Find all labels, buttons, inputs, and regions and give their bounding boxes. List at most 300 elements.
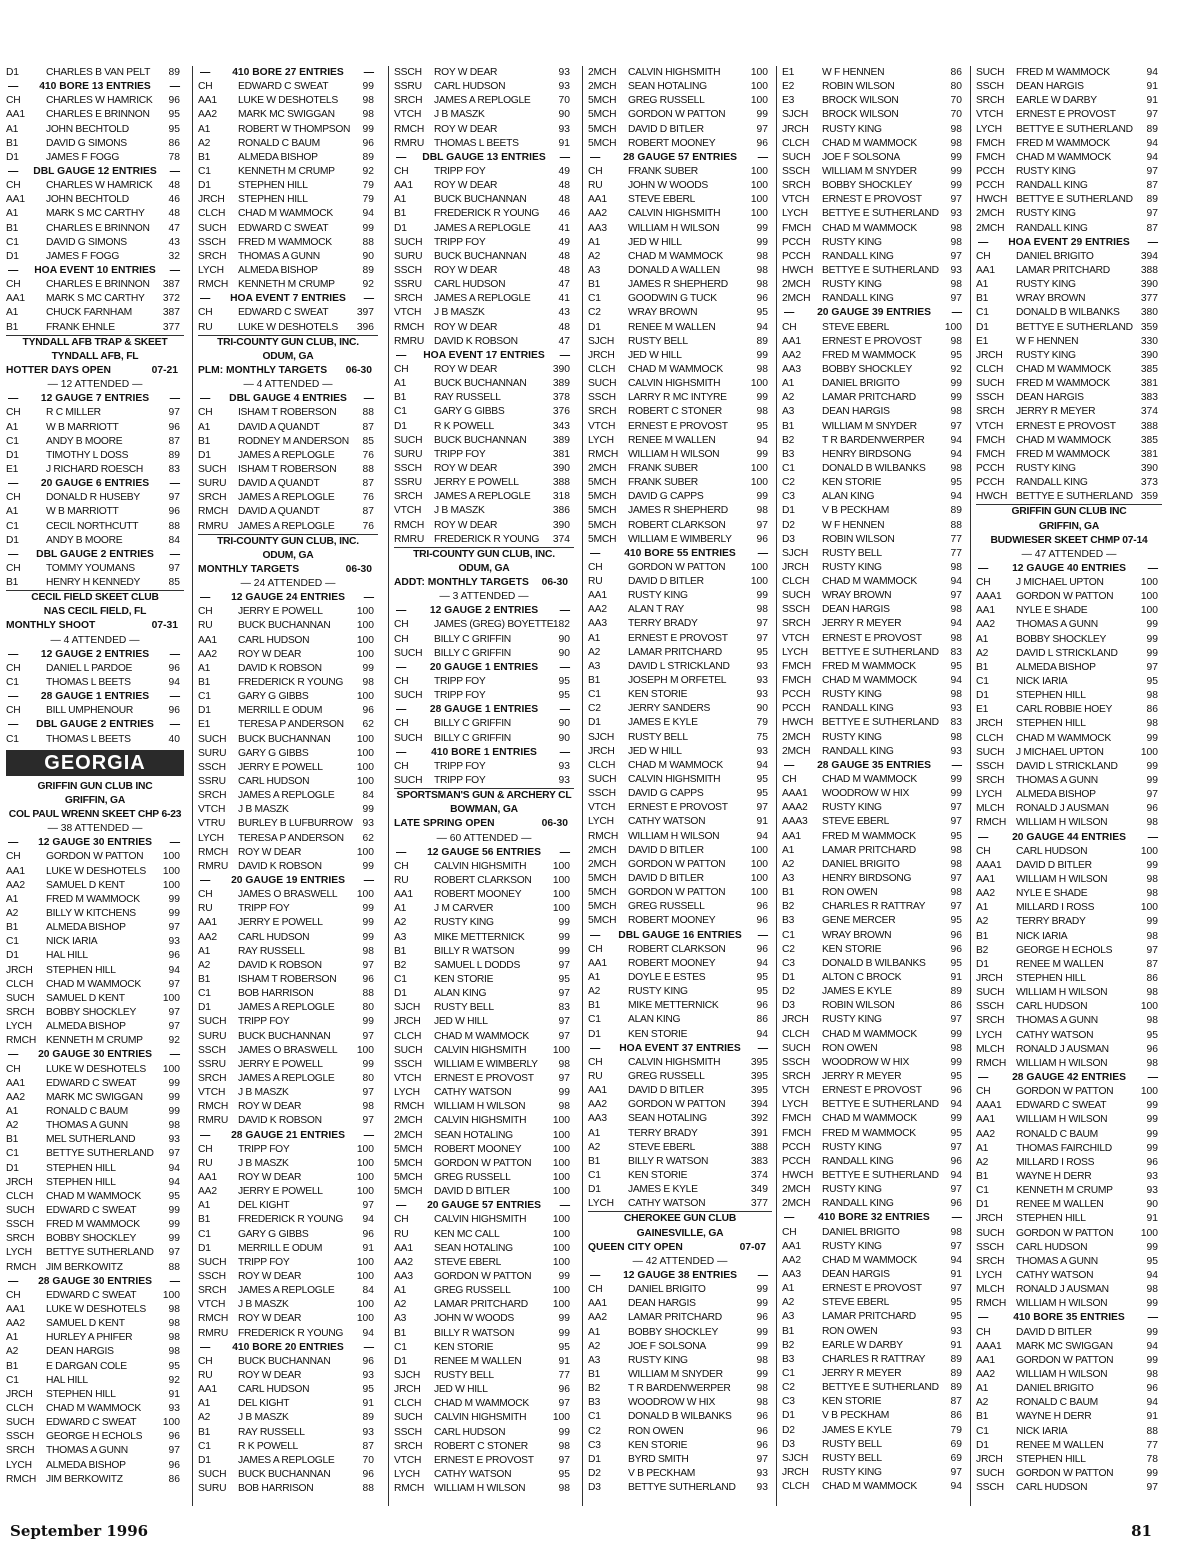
shooter-name: WAYNE H DERR — [1016, 1411, 1092, 1423]
event-section-header — [394, 746, 574, 760]
result-row — [198, 179, 378, 193]
result-row — [588, 1311, 772, 1325]
shooter-name: DAVID D BITLER — [628, 576, 704, 588]
score: 46 — [168, 194, 180, 206]
shooter-name: ERNEST E PROVOST — [628, 632, 728, 644]
score: 100 — [1140, 746, 1158, 758]
score: 95 — [950, 915, 962, 927]
class-code: AAA2 — [782, 802, 808, 814]
shooter-name: WILLIAM H WILSON — [1016, 1057, 1108, 1069]
result-row — [588, 292, 772, 306]
score: 100 — [1140, 1086, 1158, 1098]
class-code: CH — [588, 1284, 603, 1296]
score: 80 — [362, 1072, 374, 1084]
shooter-name: CHARLES E BRINNON — [46, 109, 150, 121]
shooter-name: CALVIN HIGHSMITH — [628, 67, 721, 78]
class-code: SRCH — [198, 1072, 227, 1084]
score: 93 — [168, 1134, 180, 1146]
result-row — [6, 676, 184, 690]
result-row — [782, 1127, 966, 1141]
result-row — [6, 94, 184, 108]
shooter-name: V B PECKHAM — [822, 505, 890, 517]
shooter-name: ALAN KING — [822, 491, 875, 503]
result-row — [6, 1034, 184, 1048]
rule-dash: — — [559, 704, 570, 716]
shooter-name: JAMES A REPLOGLE — [238, 1454, 335, 1466]
rule-dash: — — [757, 547, 768, 559]
class-code: B1 — [198, 1426, 211, 1438]
score: 97 — [1146, 1482, 1158, 1494]
score: 100 — [356, 747, 374, 759]
score: 95 — [950, 1297, 962, 1309]
class-code: B2 — [394, 959, 407, 971]
class-code: JRCH — [782, 1466, 809, 1478]
result-row — [782, 660, 966, 674]
class-code: SRCH — [782, 618, 811, 630]
shooter-name: MARK MC SWIGGAN — [46, 1091, 143, 1103]
result-row — [6, 576, 184, 591]
score: 100 — [552, 860, 570, 872]
score: 94 — [950, 434, 962, 446]
event-title: 12 GAUGE 56 ENTRIES — [427, 846, 541, 858]
score: 98 — [362, 95, 374, 107]
class-code: D1 — [6, 950, 19, 962]
shooter-name: GORDON W PATTON — [628, 109, 726, 121]
shooter-name: WILLIAM M SNYDER — [822, 165, 917, 177]
class-code: AA1 — [976, 874, 995, 886]
class-code: AA2 — [588, 208, 607, 220]
score: 95 — [950, 830, 962, 842]
score: 86 — [168, 1473, 180, 1485]
shooter-name: BILLY C GRIFFIN — [434, 647, 511, 659]
score: 98 — [950, 844, 962, 856]
class-code: A3 — [394, 1313, 407, 1325]
shooter-name: KENNETH M CRUMP — [46, 1035, 143, 1047]
shooter-name: THOMAS A GUNN — [46, 1445, 128, 1457]
shooter-name: RENEE M WALLEN — [1016, 958, 1104, 970]
result-row — [976, 306, 1162, 320]
class-code: D1 — [198, 705, 211, 717]
shooter-name: JAMES A REPLOGLE — [238, 790, 335, 802]
event-title: 12 GAUGE 40 ENTRIES — [1012, 562, 1126, 574]
class-code: SUCH — [198, 1256, 227, 1268]
result-row — [394, 1440, 574, 1454]
event-title: 28 GAUGE 35 ENTRIES — [817, 759, 931, 771]
shooter-name: CALVIN HIGHSMITH — [628, 208, 721, 220]
class-code: A1 — [976, 1383, 989, 1395]
shooter-name: J B MASZK — [238, 1087, 289, 1099]
class-code: A2 — [976, 916, 989, 928]
score: 377 — [1140, 293, 1158, 305]
score: 99 — [950, 1028, 962, 1040]
result-row — [198, 236, 378, 250]
score: 380 — [1140, 307, 1158, 319]
attendance-count: — 4 ATTENDED — — [243, 379, 333, 391]
shooter-name: CHAD M WAMMOCK — [1016, 732, 1111, 744]
shooter-name: JIM BERKOWITZ — [46, 1473, 123, 1485]
score: 98 — [168, 1120, 180, 1132]
score: 97 — [362, 1087, 374, 1099]
rule-dash: — — [784, 1212, 795, 1224]
result-row — [976, 661, 1162, 675]
result-row — [6, 850, 184, 864]
shooter-name: JOHN W WOODS — [628, 180, 708, 192]
result-row — [588, 1155, 772, 1169]
score: 89 — [362, 264, 374, 276]
result-row — [976, 633, 1162, 647]
shooter-name: TRIPP FOY — [434, 690, 486, 702]
result-row — [782, 971, 966, 985]
class-code: A2 — [976, 647, 989, 659]
class-code: PCCH — [782, 1155, 811, 1167]
result-row — [6, 1473, 184, 1487]
score: 95 — [1146, 1029, 1158, 1041]
score: 97 — [756, 1453, 768, 1465]
result-row — [782, 504, 966, 518]
score: 378 — [552, 392, 570, 404]
class-code: CH — [394, 1214, 409, 1226]
result-row — [198, 1454, 378, 1468]
class-code: SRCH — [782, 1070, 811, 1082]
result-row — [6, 907, 184, 921]
shooter-name: ALAN KING — [628, 1014, 681, 1026]
class-code: JRCH — [976, 1213, 1003, 1225]
score: 99 — [1146, 1114, 1158, 1126]
shooter-name: RONALD J AUSMAN — [1016, 1284, 1109, 1296]
class-code: PCCH — [976, 165, 1005, 177]
club-heading: BOWMAN, GA — [450, 804, 518, 816]
result-row — [588, 377, 772, 391]
shooter-name: LUKE W DESHOTELS — [238, 321, 338, 333]
class-code: SRCH — [588, 406, 617, 418]
score: 94 — [756, 1028, 768, 1040]
score: 97 — [756, 802, 768, 814]
class-code: 5MCH — [394, 1186, 423, 1198]
class-code: A1 — [6, 123, 19, 135]
class-code: A3 — [782, 406, 795, 418]
shooter-name: LUKE W DESHOTELS — [46, 1303, 146, 1315]
shooter-name: ALMEDA BISHOP — [46, 1021, 126, 1033]
shoot-title — [6, 364, 184, 378]
result-row — [588, 1127, 772, 1141]
shooter-name: TERRY BRADY — [1016, 916, 1086, 928]
result-row — [6, 66, 184, 80]
class-code: CH — [198, 307, 213, 319]
class-code: D2 — [782, 1424, 795, 1436]
class-code: SSRU — [394, 279, 422, 291]
result-row — [198, 435, 378, 449]
score: 100 — [356, 1256, 374, 1268]
shooter-name: JAMES A REPLOGLE — [434, 293, 531, 305]
shooter-name: KENNETH M CRUMP — [238, 279, 335, 291]
result-row — [198, 733, 378, 747]
results-column-4 — [588, 66, 772, 1506]
result-row — [198, 902, 378, 916]
result-row — [6, 1444, 184, 1458]
shooter-name: BILLY R WATSON — [628, 1155, 709, 1167]
attendance-count: — 42 ATTENDED — — [632, 1255, 728, 1267]
rule-dash: — — [951, 759, 962, 771]
score: 100 — [1140, 845, 1158, 857]
result-row — [394, 420, 574, 434]
shooter-name: GORDON W PATTON — [628, 887, 726, 899]
class-code: D3 — [782, 1438, 795, 1450]
shooter-name: ROBERT MOONEY — [434, 1143, 522, 1155]
class-code: A2 — [976, 1156, 989, 1168]
score: 96 — [1146, 1156, 1158, 1168]
score: 100 — [1140, 902, 1158, 914]
class-code: AA1 — [6, 194, 25, 206]
score: 95 — [950, 1127, 962, 1139]
score: 89 — [168, 449, 180, 461]
result-row — [6, 1077, 184, 1091]
score: 98 — [1146, 1368, 1158, 1380]
event-title: 410 BORE 1 ENTRIES — [431, 746, 537, 758]
result-row — [588, 1481, 772, 1495]
result-row — [588, 886, 772, 900]
class-code: C1 — [976, 1425, 989, 1437]
class-code: C1 — [198, 1228, 211, 1240]
result-row — [588, 1410, 772, 1424]
score: 70 — [558, 95, 570, 107]
result-row — [782, 420, 966, 434]
result-row — [6, 1232, 184, 1246]
result-row — [782, 1325, 966, 1339]
result-row — [976, 1170, 1162, 1184]
class-code: B1 — [588, 1000, 601, 1012]
class-code: B2 — [588, 1383, 601, 1395]
result-row — [198, 817, 378, 831]
class-code: B1 — [782, 1325, 795, 1337]
score: 96 — [362, 705, 374, 717]
class-code: B1 — [394, 1327, 407, 1339]
score: 97 — [950, 1240, 962, 1252]
rule-dash: — — [169, 719, 180, 731]
event-title: 28 GAUGE 30 ENTRIES — [38, 1275, 152, 1287]
score: 48 — [558, 194, 570, 206]
score: 79 — [950, 1424, 962, 1436]
score: 99 — [558, 1327, 570, 1339]
rule-dash: — — [590, 1042, 601, 1054]
result-row — [394, 335, 574, 349]
result-row — [782, 292, 966, 306]
shooter-name: CHARLES R RATTRAY — [822, 901, 926, 913]
result-row — [394, 760, 574, 774]
result-row — [782, 108, 966, 122]
score: 96 — [362, 974, 374, 985]
class-code: FMCH — [976, 448, 1005, 460]
event-section-header — [394, 604, 574, 618]
score: 99 — [1146, 775, 1158, 787]
shooter-name: STEPHEN HILL — [1016, 1453, 1086, 1465]
shooter-name: JERRY R MEYER — [822, 618, 902, 630]
result-row — [6, 562, 184, 576]
class-code: B1 — [782, 887, 795, 899]
shooter-name: CALVIN HIGHSMITH — [628, 774, 721, 786]
shooter-name: ERNEST E PROVOST — [434, 1454, 534, 1466]
class-code: VTCH — [198, 1299, 226, 1311]
result-row — [394, 1482, 574, 1496]
class-code: CH — [198, 1143, 213, 1155]
result-row — [198, 789, 378, 803]
shooter-name: J B MASZK — [238, 1157, 289, 1169]
score: 394 — [1140, 250, 1158, 262]
class-code: SUCH — [198, 463, 227, 475]
score: 94 — [1146, 1269, 1158, 1281]
result-row — [782, 250, 966, 264]
event-section-header — [6, 548, 184, 562]
result-row — [588, 448, 772, 462]
result-row — [976, 760, 1162, 774]
score: 98 — [756, 279, 768, 291]
result-row — [198, 1086, 378, 1100]
result-row — [6, 1006, 184, 1020]
result-row — [588, 815, 772, 829]
score: 88 — [168, 1261, 180, 1273]
shooter-name: MARK S MC CARTHY — [46, 208, 145, 220]
result-row — [6, 108, 184, 122]
shooter-name: SAMUEL D KENT — [46, 992, 125, 1004]
class-code: SSCH — [198, 761, 226, 773]
shooter-name: CARL HUDSON — [1016, 845, 1088, 857]
shooter-name: ALMEDA BISHOP — [46, 922, 126, 934]
score: 46 — [558, 208, 570, 220]
class-code: 2MCH — [782, 279, 811, 291]
class-code: C3 — [588, 1439, 601, 1451]
shooter-name: STEVE EBERL — [434, 1256, 502, 1268]
result-row — [976, 448, 1162, 462]
class-code: AA2 — [198, 109, 217, 121]
shooter-name: HENRY BIRDSONG — [822, 448, 912, 460]
result-row — [976, 222, 1162, 236]
rule-dash: — — [1147, 1071, 1158, 1083]
result-row — [394, 66, 574, 80]
shooter-name: GOODWIN G TUCK — [628, 293, 717, 305]
result-row — [198, 1270, 378, 1284]
shooter-name: SEAN HOTALING — [628, 1113, 707, 1125]
class-code: CLCH — [782, 1028, 810, 1040]
score: 98 — [950, 689, 962, 701]
score: 97 — [168, 1247, 180, 1259]
shooter-name: JAMES A REPLOGLE — [434, 95, 531, 107]
score: 98 — [950, 236, 962, 248]
club-heading: NAS CECIL FIELD, FL — [43, 606, 147, 618]
result-row — [6, 704, 184, 718]
result-row — [198, 1030, 378, 1044]
class-code: SUCH — [198, 733, 227, 745]
result-row — [976, 264, 1162, 278]
result-row — [6, 893, 184, 907]
result-row — [588, 575, 772, 589]
shoot-date: 07-07 — [739, 1241, 766, 1253]
results-column-3 — [394, 66, 574, 1506]
shooter-name: BETTYE SUTHERLAND — [46, 1247, 154, 1259]
result-row — [198, 987, 378, 1001]
shooter-name: R C MILLER — [46, 407, 101, 419]
class-code: RMCH — [394, 321, 425, 333]
result-row — [394, 306, 574, 320]
class-code: RMCH — [976, 817, 1007, 829]
score: 100 — [750, 561, 768, 573]
shooter-name: RUSTY KING — [628, 590, 688, 602]
class-code: E1 — [976, 704, 989, 716]
shooter-name: WILLIAM H WILSON — [628, 222, 720, 234]
score: 100 — [1140, 1001, 1158, 1013]
result-row — [976, 703, 1162, 717]
score: 90 — [558, 647, 570, 659]
class-code: CH — [198, 81, 213, 93]
result-row — [782, 1409, 966, 1423]
class-code: SUCH — [976, 67, 1005, 78]
result-row — [6, 406, 184, 420]
class-code: CLCH — [394, 1030, 422, 1042]
result-row — [198, 264, 378, 278]
rule-dash: — — [559, 605, 570, 617]
score: 372 — [162, 293, 180, 305]
result-row — [588, 603, 772, 617]
event-title: HOA EVENT 29 ENTRIES — [1008, 236, 1130, 248]
result-row — [394, 137, 574, 151]
class-code: FMCH — [976, 151, 1005, 163]
shooter-name: ROY W DEAR — [238, 1101, 302, 1113]
shooter-name: HAL HILL — [46, 950, 88, 962]
result-row — [394, 476, 574, 490]
score: 99 — [558, 1270, 570, 1282]
score: 87 — [362, 1440, 374, 1452]
shooter-name: BETTYE E SUTHERLAND — [822, 1382, 939, 1394]
score: 88 — [362, 463, 374, 475]
score: 99 — [756, 590, 768, 602]
rule-dash: — — [169, 548, 180, 560]
score: 94 — [756, 957, 768, 969]
shooter-name: FRED M WAMMOCK — [1016, 378, 1110, 390]
shooter-name: ROBIN WILSON — [822, 81, 895, 93]
class-code: RMCH — [588, 448, 619, 460]
score: 318 — [552, 491, 570, 503]
shoot-name: HOTTER DAYS OPEN — [6, 364, 111, 376]
result-row — [6, 1162, 184, 1176]
event-title: 20 GAUGE 19 ENTRIES — [231, 875, 345, 887]
score: 95 — [950, 660, 962, 672]
score: 94 — [362, 1214, 374, 1226]
result-row — [782, 405, 966, 419]
result-row — [588, 1084, 772, 1098]
result-row — [588, 1425, 772, 1439]
score: 70 — [362, 1454, 374, 1466]
result-row — [976, 1043, 1162, 1057]
score: 86 — [950, 1000, 962, 1012]
rule-dash: — — [169, 648, 180, 660]
rule-dash: — — [978, 1312, 989, 1324]
shooter-name: BOBBY SHOCKLEY — [822, 180, 913, 192]
class-code: CLCH — [976, 363, 1004, 375]
result-row — [394, 1015, 574, 1029]
result-row — [976, 1326, 1162, 1340]
class-code: C1 — [394, 974, 407, 985]
shooter-name: FRED M WAMMOCK — [822, 830, 916, 842]
class-code: A2 — [976, 1397, 989, 1409]
event-section-header — [198, 392, 378, 406]
class-code: HWCH — [782, 264, 814, 276]
class-code: B1 — [6, 1360, 19, 1372]
score: 97 — [756, 123, 768, 135]
class-code: A2 — [394, 1299, 407, 1311]
score: 395 — [750, 1085, 768, 1097]
rule-dash: — — [8, 837, 19, 849]
rule-dash: — — [8, 264, 19, 276]
result-row — [782, 222, 966, 236]
shooter-name: WILLIAM H WILSON — [1016, 817, 1108, 829]
